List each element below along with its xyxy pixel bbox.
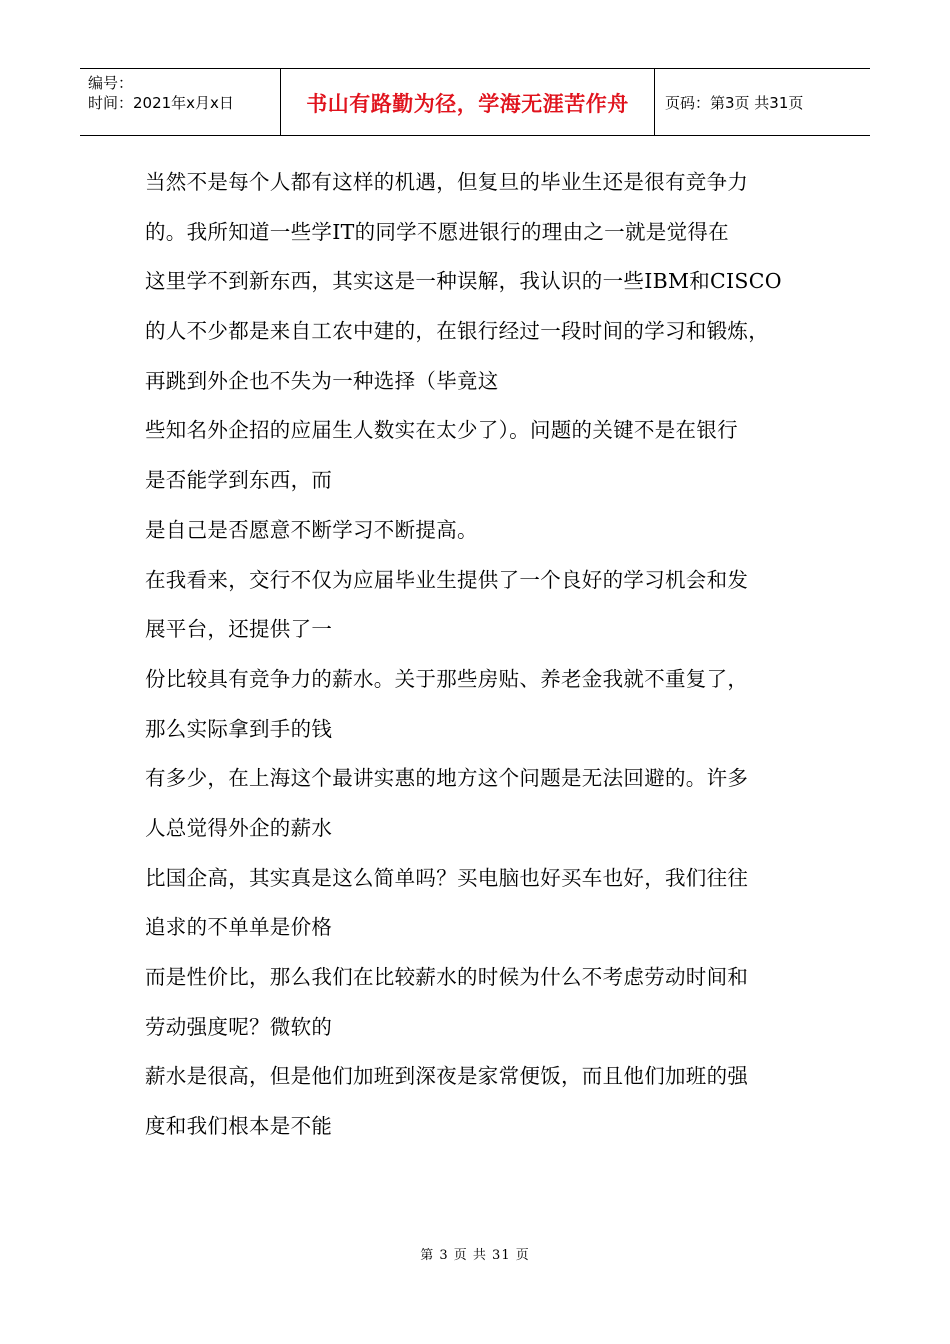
- body-line: 度和我们根本是不能: [145, 1114, 333, 1139]
- body-line: 人总觉得外企的薪水: [145, 815, 333, 840]
- header-motto: 书山有路勤为径，学海无涯苦作舟: [281, 69, 655, 135]
- header-meta: [80, 69, 281, 135]
- body-line: 追求的不单单是价格: [145, 915, 333, 940]
- body-line: 再跳到外企也不失为一种选择（毕竟这: [145, 368, 499, 393]
- body-line: 而是性价比，那么我们在比较薪水的时候为什么不考虑劳动时间和: [145, 965, 749, 989]
- body-line: 比国企高，其实真是这么简单吗？买电脑也好买车也好，我们往往: [145, 865, 749, 890]
- body-line: 份比较具有竞争力的薪水。关于那些房贴、养老金我就不重复了，: [145, 666, 749, 691]
- body-line: 劳动强度呢？微软的: [145, 1014, 333, 1039]
- body-line: 在我看来，交行不仅为应届毕业生提供了一个良好的学习机会和发: [145, 567, 749, 592]
- body-line: 的。我所知道一些学IT的同学不愿进银行的理由之一就是觉得在: [145, 219, 729, 244]
- body-line: 展平台，还提供了一: [145, 617, 333, 642]
- body-line: 薪水是很高，但是他们加班到深夜是家常便饭，而且他们加班的强: [145, 1064, 749, 1089]
- page-header: [80, 68, 870, 136]
- document-body: [145, 158, 825, 1152]
- body-line: 是自己是否愿意不断学习不断提高。: [145, 517, 478, 542]
- body-line: 有多少，在上海这个最讲实惠的地方这个问题是无法回避的。许多: [145, 766, 749, 791]
- body-line: 那么实际拿到手的钱: [145, 716, 333, 741]
- body-line: 当然不是每个人都有这样的机遇，但复旦的毕业生还是很有竞争力: [145, 170, 749, 194]
- body-line: 的人不少都是来自工农中建的，在银行经过一段时间的学习和锻炼，: [145, 319, 769, 344]
- number-label: 编号：: [88, 74, 134, 92]
- date-line: 时间：2021年x月x日: [88, 94, 234, 112]
- body-line: 这里学不到新东西，其实这是一种误解，我认识的一些IBM和CISCO: [145, 269, 782, 294]
- header-page-code: 页码：第3页 共31页: [665, 93, 804, 112]
- body-line: 是否能学到东西，而: [145, 468, 333, 493]
- page-footer: 第 3 页 共 31 页: [420, 1248, 530, 1263]
- body-line: 些知名外企招的应届生人数实在太少了）。问题的关键不是在银行: [145, 418, 738, 443]
